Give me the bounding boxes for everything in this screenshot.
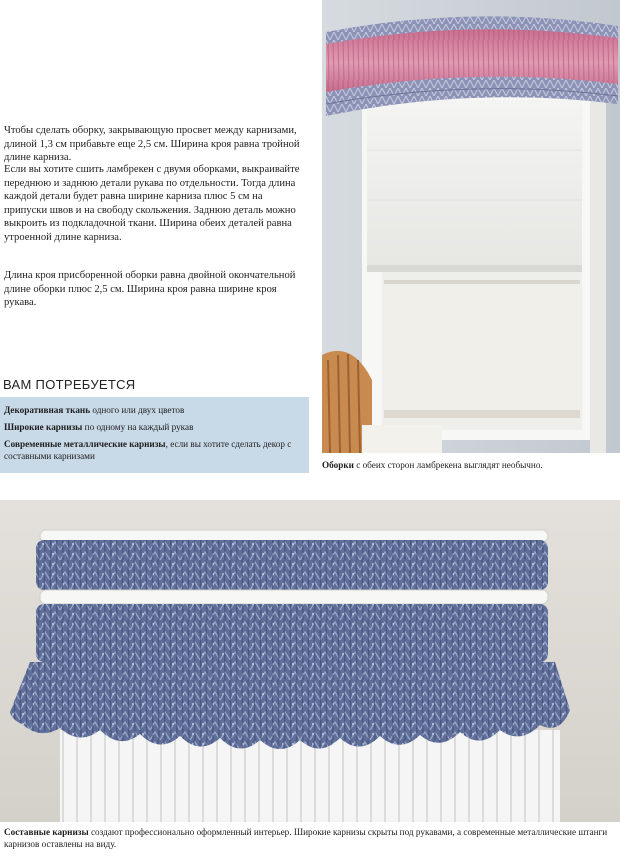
materials-term: Декоративная ткань	[4, 405, 91, 415]
body-paragraph-3: Длина кроя присборенной оборки равна двойной окончательной длине оборки плюс 2,5 см. Ширина кроя равна ширине кроя рукава.	[4, 270, 296, 309]
materials-term: Широкие карнизы	[4, 422, 83, 432]
materials-item-3	[4, 438, 304, 462]
materials-heading: ВАМ ПОТРЕБУЕТСЯ	[3, 377, 136, 392]
valance-photo-bottom	[0, 500, 620, 822]
materials-text: по одному на каждый рукав	[82, 422, 194, 432]
photo-caption-bottom	[4, 826, 616, 850]
materials-text: одного или двух цветов	[90, 405, 185, 415]
materials-item-1	[4, 404, 304, 416]
caption-term: Составные карнизы	[4, 827, 89, 837]
body-paragraph-1: Чтобы сделать оборку, закрывающую просвет между карнизами, длиной 1,3 см прибавьте еще 2,5 см. Ширина кроя равна тройной длине карниза.	[4, 125, 300, 164]
caption-text: создают профессионально оформленный интерьер. Широкие карнизы скрыты под рукавами, а современные металлические штанги карнизов оставлены на виду.	[4, 827, 608, 849]
materials-item-2	[4, 421, 304, 433]
materials-term: Современные металлические карнизы	[4, 439, 166, 449]
valance-photo-top	[322, 0, 620, 453]
body-paragraph-2: Если вы хотите сшить ламбрекен с двумя оборками, выкраивайте переднюю и заднюю детали рукава по отдельности. Тогда длина каждой детали будет равна ширине карниза плюс 5 см на припуски швов и на свободу скольжения. Заднюю деталь можно выкроить из подкладочной ткани. Ширина обеих деталей равна утроенной длине карниза.	[4, 164, 300, 243]
photo-caption-top	[322, 460, 617, 470]
caption-term: Оборки	[322, 460, 354, 470]
materials-text: , если вы хотите сделать декор с составными карнизами	[4, 439, 292, 461]
caption-text: с обеих сторон ламбрекена выглядят необычно.	[353, 460, 543, 470]
